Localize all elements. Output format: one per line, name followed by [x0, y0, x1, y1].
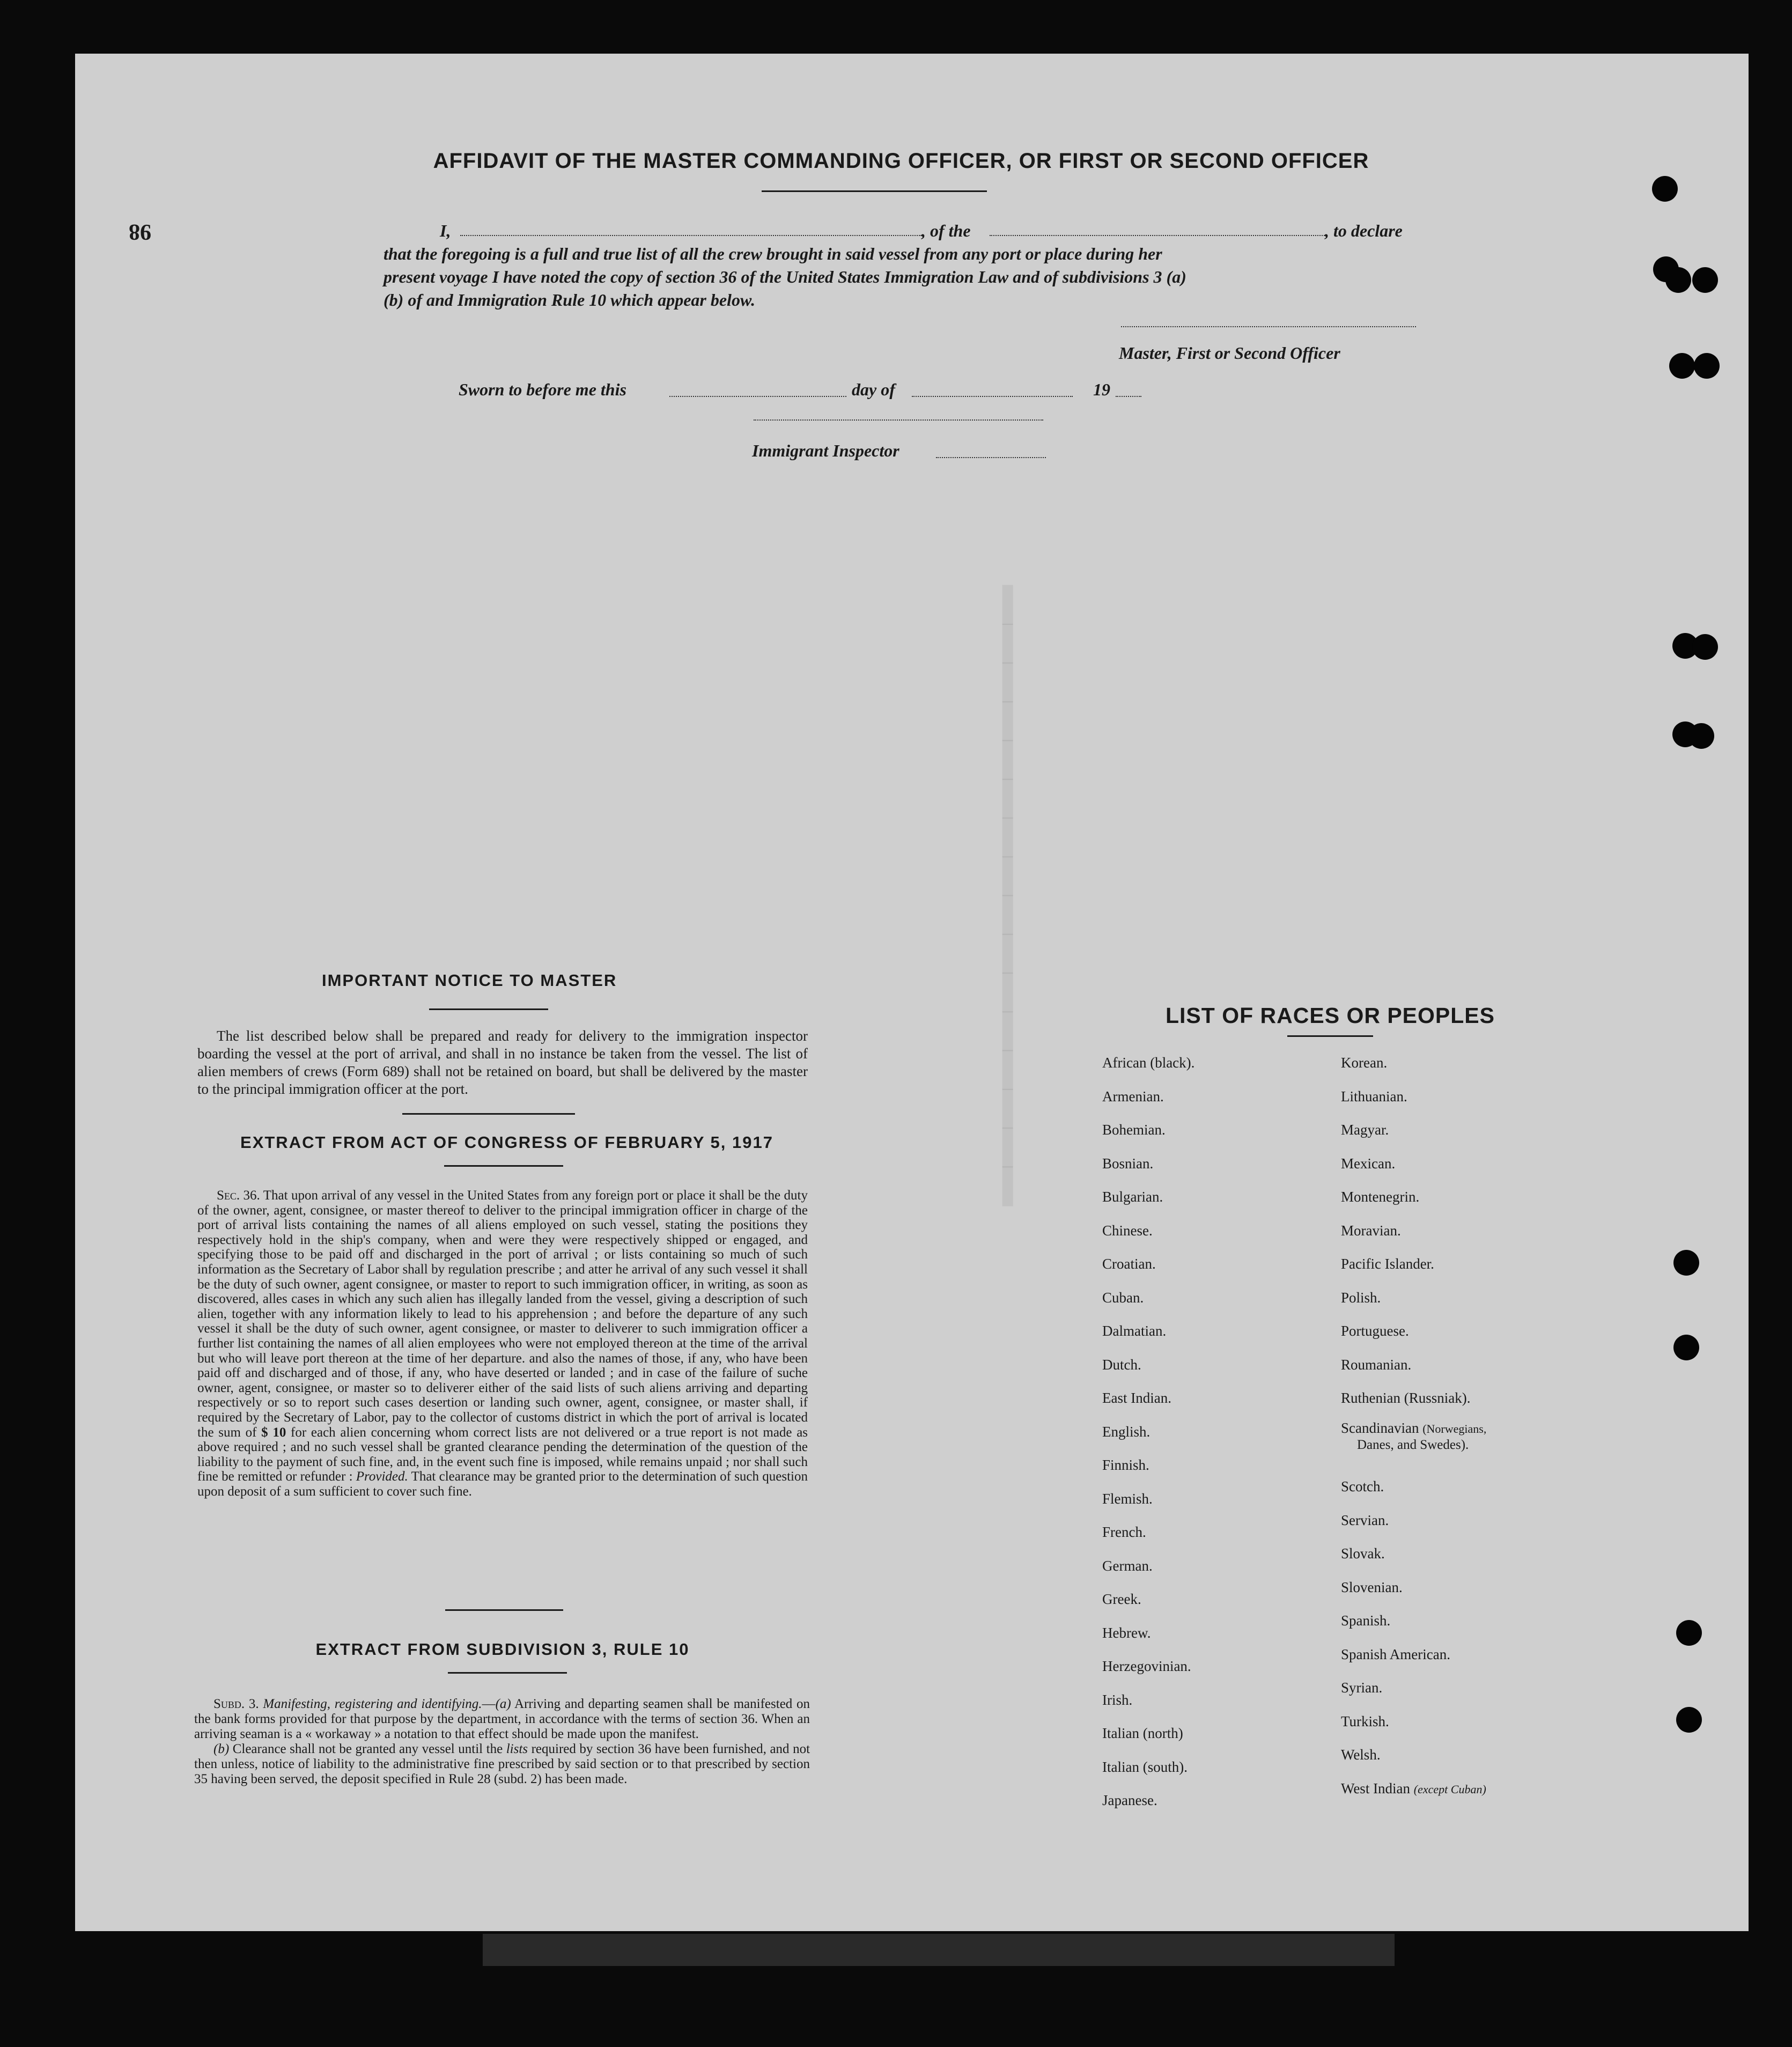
sworn-label: Sworn to before me this: [459, 380, 626, 399]
scandinavian-label: Scandinavian: [1341, 1419, 1419, 1436]
title-underline: [762, 190, 987, 192]
race-item: Dalmatian.: [1102, 1323, 1167, 1339]
section-36-part-3: That clearance may be granted prior to the determination of such question upon deposit of a sum sufficient to cover such fine.: [197, 1469, 808, 1499]
race-item: Syrian.: [1341, 1680, 1383, 1696]
punch-hole: [1676, 1707, 1702, 1733]
race-item: Moravian.: [1341, 1222, 1401, 1239]
section-divider: [402, 1113, 575, 1115]
declaration-line-2: that the foregoing is a full and true list of all the crew brought in said vessel from any port or place during her: [384, 244, 1162, 263]
races-underline: [1287, 1035, 1373, 1037]
punch-hole: [1673, 1335, 1699, 1360]
race-item: Chinese.: [1102, 1222, 1153, 1239]
race-item: Slovenian.: [1341, 1579, 1403, 1595]
race-item: Welsh.: [1341, 1747, 1381, 1763]
race-item: Pacific Islander.: [1341, 1256, 1434, 1272]
para-b-label: (b): [213, 1742, 230, 1756]
race-item: Lithuanian.: [1341, 1088, 1407, 1105]
race-item: Herzegovinian.: [1102, 1658, 1191, 1674]
punch-hole: [1669, 353, 1695, 379]
declaration-i: I,: [440, 221, 451, 240]
declaration-of-the: , of the: [921, 221, 971, 240]
race-item-scandinavian: [1341, 1415, 1486, 1454]
west-indian-note: (except Cuban): [1413, 1782, 1486, 1796]
section-36-part-2: for each alien concerning whom correct lists are not delivered or a true report is not made as above required ; and no such vessel shall be granted clearance pending the determination of the question of the liability to the payment of such fine, and, in the event such fine is imposed, while remains unpaid ; nor shall such fine be remitted or refunder :: [197, 1425, 808, 1484]
race-item: African (black).: [1102, 1055, 1195, 1071]
scandinavian-note-2: Danes, and Swedes).: [1357, 1437, 1469, 1452]
punch-hole: [1688, 723, 1714, 749]
race-item: Servian.: [1341, 1512, 1389, 1528]
inspector-signature-line[interactable]: [754, 419, 1043, 421]
race-item: Korean.: [1341, 1055, 1388, 1071]
race-item: Spanish American.: [1341, 1646, 1450, 1662]
section-divider-2: [445, 1609, 563, 1611]
inspector-label: Immigrant Inspector: [752, 441, 899, 460]
extract-rule-title: EXTRACT FROM SUBDIVISION 3, RULE 10: [315, 1640, 690, 1659]
race-item: Ruthenian (Russniak).: [1341, 1390, 1471, 1406]
notice-title: IMPORTANT NOTICE TO MASTER: [322, 971, 617, 990]
race-item: Greek.: [1102, 1591, 1141, 1607]
para-b-part-1: Clearance shall not be granted any vessel until the: [232, 1742, 503, 1756]
year-prefix: 19: [1093, 380, 1110, 399]
west-indian-label: West Indian: [1341, 1780, 1411, 1796]
race-item: Montenegrin.: [1341, 1189, 1420, 1205]
vessel-blank[interactable]: [990, 235, 1325, 236]
race-item: Mexican.: [1341, 1155, 1396, 1172]
fine-amount: $ 10: [261, 1425, 286, 1440]
race-item: Japanese.: [1102, 1792, 1157, 1808]
page-number: 98: [129, 219, 151, 244]
race-item: Bosnian.: [1102, 1155, 1154, 1172]
race-item: Armenian.: [1102, 1088, 1164, 1105]
punch-hole: [1692, 634, 1718, 660]
punch-hole: [1676, 1620, 1702, 1646]
declaration-line-3: present voyage I have noted the copy of section 36 of the United States Immigration Law and of subdivisions 3 (a): [384, 267, 1186, 286]
name-blank[interactable]: [460, 235, 921, 236]
race-item: Italian (north): [1102, 1725, 1183, 1741]
extract-act-underline: [444, 1165, 563, 1167]
notice-underline: [429, 1008, 548, 1010]
race-item: Irish.: [1102, 1691, 1133, 1708]
race-item: French.: [1102, 1524, 1146, 1540]
races-title: LIST OF RACES OR PEOPLES: [1165, 1003, 1495, 1028]
race-item: English.: [1102, 1423, 1151, 1440]
declaration-line-4: (b) of and Immigration Rule 10 which appear below.: [384, 290, 756, 310]
extract-rule-underline: [448, 1672, 567, 1674]
bleed-through: ━━━━━━━━━━━━━━━━: [971, 585, 1043, 1206]
section-label: Sec. 36.: [217, 1188, 260, 1203]
race-item: East Indian.: [1102, 1390, 1171, 1406]
race-item: Magyar.: [1341, 1122, 1389, 1138]
race-item: Roumanian.: [1341, 1356, 1412, 1373]
para-a-label: (a): [495, 1697, 511, 1711]
declaration-to-declare: , to declare: [1325, 221, 1403, 240]
race-item: Croatian.: [1102, 1256, 1156, 1272]
punch-hole: [1665, 267, 1691, 293]
race-item: Turkish.: [1341, 1713, 1389, 1729]
race-item: Portuguese.: [1341, 1323, 1409, 1339]
race-item: Flemish.: [1102, 1490, 1153, 1507]
punch-hole: [1694, 353, 1720, 379]
section-36-text: [197, 1188, 808, 1499]
race-item: Finnish.: [1102, 1457, 1149, 1473]
notice-body: The list described below shall be prepared and ready for delivery to the immigration inspector boarding the vessel at the port of arrival, and shall in no instance be taken from the vessel. The list of alien members of crews (Form 689) shall not be retained on board, but shall be delivered by the master to the principal immigration officer at the port.: [197, 1028, 808, 1097]
para-b-lists: lists: [506, 1742, 528, 1756]
race-item: Slovak.: [1341, 1545, 1385, 1562]
punch-hole: [1692, 267, 1718, 293]
punch-hole: [1673, 1250, 1699, 1276]
affidavit-title: AFFIDAVIT OF THE MASTER COMMANDING OFFICER, OR FIRST OR SECOND OFFICER: [433, 149, 1369, 173]
sworn-year-blank[interactable]: [1116, 396, 1141, 397]
race-item: Scotch.: [1341, 1478, 1384, 1494]
race-item: Spanish.: [1341, 1612, 1391, 1629]
para-a-text: Arriving and departing seamen shall be manifested on the bank forms provided for that purpose by the department, in accordance with the terms of section 36. When an arriving seaman is a « workaway » a notation to that effect should be made upon the manifest.: [194, 1697, 810, 1741]
sworn-month-blank[interactable]: [912, 396, 1073, 397]
race-item: Polish.: [1341, 1289, 1381, 1306]
para-b-part-2: required by section 36 have been furnished, and not then unless, notice of liability to the administrative fine prescribed by said section or to that prescribed by section 35 having been served, the deposit specified in Rule 28 (subd. 2) has been made.: [194, 1742, 810, 1786]
race-item: Italian (south).: [1102, 1758, 1188, 1775]
race-item: German.: [1102, 1557, 1153, 1574]
extract-act-title: EXTRACT FROM ACT OF CONGRESS OF FEBRUARY 5, 1917: [240, 1133, 773, 1152]
master-label: Master, First or Second Officer: [1119, 343, 1340, 363]
section-36-part-1: That upon arrival of any vessel in the United States from any foreign port or place it shall be the duty of the owner, agent, consignee, or master thereof to deliver to the principal immigration officer in charge of the port of arrival lists containing the names of all aliens employed on such vessel, stating the positions they respectively hold in the ship's company, when and were they were respectively shipped or engaged, and specifying those to be paid off and discharged in the port of arrival ; or lists containing so much of such information as the Secretary of Labor shall by regulation prescribe ; and atter he arrival of any such vessel it shall be the duty of such owner, agent consignee, or master to report to such immigration officer, in writing, as soon as discovered, alles cases in which any such alien has illegally landed from the vessel, giving a description of such alien, together with any information likely to lead to his apprehension ; and before the departure of any such vessel it shall be the duty of such owner, agent consignee, or master to deliverer to such immigration officer a further list containing the names of all alien employees who were not employed thereon at the time of the arrival but who will leave port thereon at the time of her departure. and also the names of those, if any, who have been paid off and discharged and of those, if any, who have deserted or landed ; and in case of the failure of suche owner, agent, consignee, or master so to deliverer either of the said lists of such aliens arriving and departing respectively or so to report such cases desertion or landing such owner, agent, consignee, or master shall, if required by the Secretary of Labor, pay to the collector of customs district in which the port of arrival is located the sum of: [197, 1188, 808, 1440]
punch-hole: [1652, 176, 1678, 202]
race-item-west-indian: [1341, 1772, 1486, 1807]
subdivision-3-text: Subd. 3. Manifesting, registering and identifying.—(a) Arriving and departing seamen shall be manifested on the bank forms provided for that purpose by the department, in accordance with the terms of section 36. When an arriving seaman is a « workaway » a notation to that effect should be made upon the manifest. (b) Clearance shall not be granted any vessel until the lists required by section 36 have been furnished, and not then unless, notice of liability to the administrative fine prescribed by said section or to that prescribed by section 35 having been served, the deposit specified in Rule 28 (subd. 2) has been made.: [194, 1697, 810, 1786]
subd-heading: Manifesting, registering and identifying.: [263, 1697, 482, 1711]
subd-label: Subd. 3.: [213, 1697, 259, 1711]
master-signature-line[interactable]: [1121, 326, 1416, 327]
race-item: Hebrew.: [1102, 1624, 1151, 1641]
day-of-label: day of: [852, 380, 895, 399]
race-item: Bohemian.: [1102, 1122, 1166, 1138]
race-item: Bulgarian.: [1102, 1189, 1163, 1205]
sworn-day-blank[interactable]: [669, 396, 846, 397]
race-item: Dutch.: [1102, 1356, 1141, 1373]
inspector-trailing-line: [936, 457, 1046, 458]
scandinavian-note-1: (Norwegians,: [1422, 1422, 1487, 1435]
provided-label: Provided.: [356, 1469, 408, 1484]
race-item: Cuban.: [1102, 1289, 1144, 1306]
races-right-column: [1341, 1046, 1486, 1806]
races-left-column: [1102, 1046, 1194, 1817]
binding-strip: [483, 1934, 1395, 1966]
